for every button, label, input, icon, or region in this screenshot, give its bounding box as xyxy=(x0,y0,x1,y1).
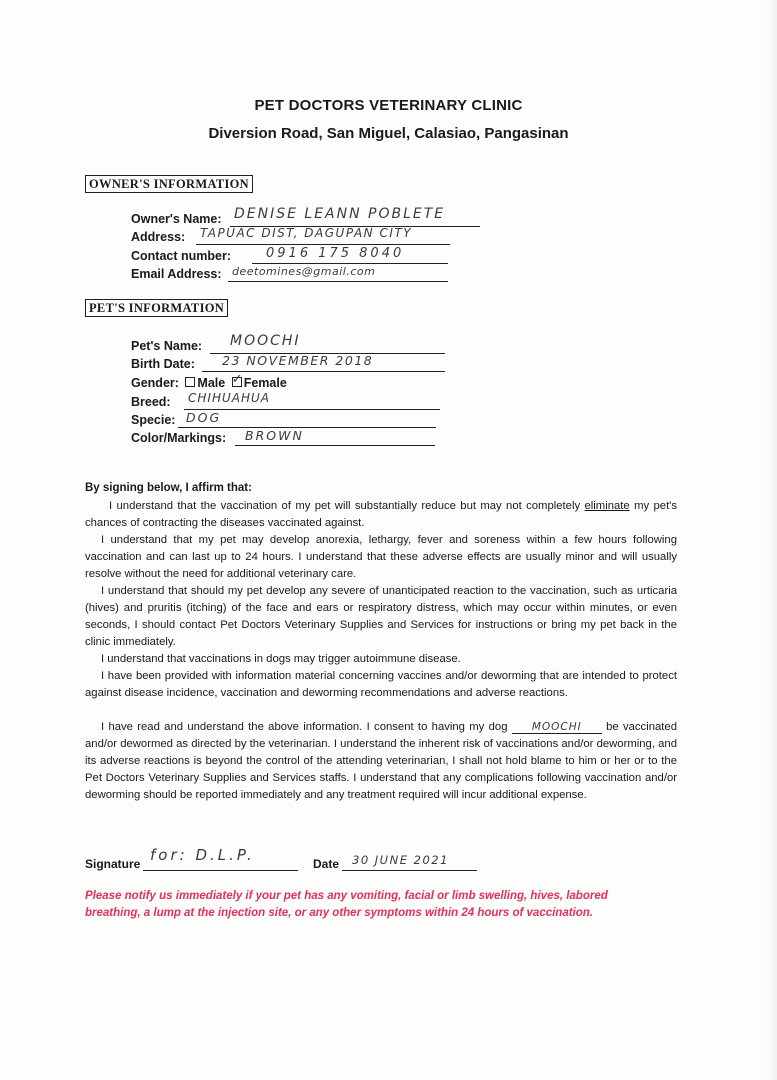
pet-specie-label: Specie: xyxy=(131,413,176,427)
pet-breed-line xyxy=(184,409,440,410)
scan-edge-shadow xyxy=(765,0,777,1080)
affirmation-p6-text-end: be vaccinated and/or dewormed as directed by the veterinarian. I understand the inherent risk of vaccinations and/or deworming, and its adverse reactions is beyond the control of the attending veterinarian, I shall not hold blame to him or her or to the Pet Doctors Veterinary Supplies and Services staffs. I understand that any complications following vaccination and/or deworming should be reported immediately and any treatment required will incur additional expense. xyxy=(85,721,677,801)
affirmation-p6-text: I have read and understand the above information. I consent to having my dog xyxy=(101,721,512,733)
pet-gender-field xyxy=(131,376,287,390)
pet-color-value[interactable]: BROWN xyxy=(245,428,304,443)
affirmation-p1-underlined: eliminate xyxy=(584,500,630,512)
clinic-address: Diversion Road, San Miguel, Calasiao, Pangasinan xyxy=(208,125,569,142)
affirmation-paragraph-1 xyxy=(85,498,677,532)
owner-email-line xyxy=(228,281,448,282)
affirmation-heading: By signing below, I affirm that: xyxy=(85,482,252,494)
signature-label: Signature xyxy=(85,857,141,871)
affirmation-paragraph-5: I have been provided with information material concerning vaccines and/or deworming that are intended to protect against disease incidence, vaccination and deworming recommendations and adverse reactions. xyxy=(85,670,677,699)
owner-email-label: Email Address: xyxy=(131,267,222,281)
owner-address-label: Address: xyxy=(131,230,186,244)
notice-text: Please notify us immediately if your pet has any vomiting, facial or limb swelling, hives, labored breathing, a lump at the injection site, or any other symptoms within 24 hours of vaccination. xyxy=(85,890,608,919)
pet-specie-line xyxy=(178,427,436,428)
gender-male-checkbox[interactable] xyxy=(185,377,195,387)
affirmation-p1-text: I understand that the vaccination of my pet will substantially reduce but may not completely xyxy=(109,500,581,512)
affirmation-p1-text-end: my pet's chances of contracting the diseases vaccinated against. xyxy=(85,500,678,529)
affirmation-paragraph-4: I understand that vaccinations in dogs may trigger autoimmune disease. xyxy=(101,653,461,665)
pet-gender-label: Gender: xyxy=(131,376,179,390)
affirmation-paragraph-6 xyxy=(85,719,677,804)
gender-female-label: Female xyxy=(243,376,287,390)
pet-color-line xyxy=(235,445,435,446)
pet-breed-value[interactable]: CHIHUAHUA xyxy=(188,391,270,405)
owner-name-label: Owner's Name: xyxy=(131,212,222,226)
pet-section-heading: PET'S INFORMATION xyxy=(85,299,228,317)
pet-birth-date-label: Birth Date: xyxy=(131,357,195,371)
pet-breed-label: Breed: xyxy=(131,395,171,409)
pet-specie-value[interactable]: DOG xyxy=(186,410,222,425)
affirmation-paragraph-2: I understand that my pet may develop anorexia, lethargy, fever and soreness within a few hours following vaccination and can last up to 24 hours. I understand that these adverse effects are usually minor and will usually resolve without the need for additional veterinary care. xyxy=(85,534,677,580)
consent-pet-name-value[interactable]: MOOCHI xyxy=(512,721,602,734)
owner-name-value[interactable]: DENISE LEANN POBLETE xyxy=(234,206,446,222)
owner-address-value[interactable]: TAPUAC DIST, DAGUPAN CITY xyxy=(200,226,413,240)
date-value[interactable]: 30 JUNE 2021 xyxy=(352,853,449,867)
affirmation-paragraph-3: I understand that should my pet develop any severe of unanticipated reaction to the vaccination, such as urticaria (hives) and pruritis (itching) of the face and ears or respiratory distress, which may occur within minutes, or even seconds, I should contact Pet Doctors Veterinary Supplies and Services for instructions or bring my pet back in the clinic immediately. xyxy=(85,585,677,648)
date-line xyxy=(342,870,477,871)
owner-contact-value[interactable]: 0916 175 8040 xyxy=(266,246,405,261)
pet-color-label: Color/Markings: xyxy=(131,431,227,445)
owner-contact-line xyxy=(252,263,448,264)
gender-female-checkbox[interactable] xyxy=(232,377,242,387)
pet-name-value[interactable]: MOOCHI xyxy=(230,333,301,349)
gender-male-label: Male xyxy=(197,376,226,390)
signature-value[interactable]: for: D.L.P. xyxy=(150,846,255,864)
clinic-name: PET DOCTORS VETERINARY CLINIC xyxy=(254,97,523,114)
owner-email-value[interactable]: deetomines@gmail.com xyxy=(232,265,376,278)
pet-name-label: Pet's Name: xyxy=(131,339,203,353)
owner-section-heading: OWNER'S INFORMATION xyxy=(85,175,253,193)
pet-birth-date-value[interactable]: 23 NOVEMBER 2018 xyxy=(222,353,374,368)
owner-address-line xyxy=(196,244,450,245)
owner-contact-label: Contact number: xyxy=(131,249,231,263)
signature-line xyxy=(143,870,298,871)
date-label: Date xyxy=(313,857,340,871)
